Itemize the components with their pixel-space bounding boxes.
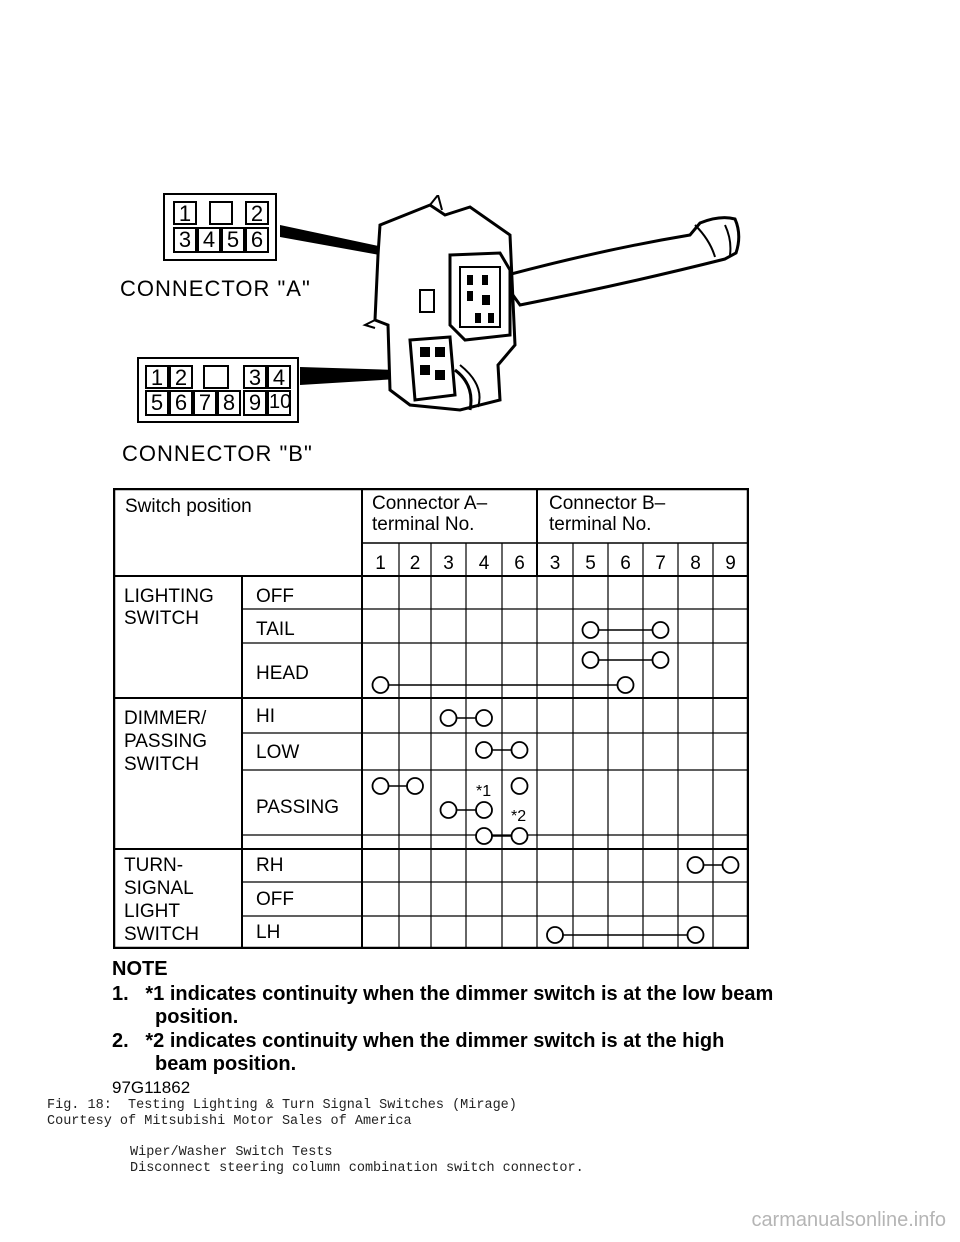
position-low: LOW xyxy=(256,742,300,763)
connector-a-pin: 1 xyxy=(173,201,197,225)
continuity-terminal xyxy=(512,778,528,794)
position-off: OFF xyxy=(256,586,294,607)
continuity-terminal xyxy=(688,857,704,873)
figure-caption: Fig. 18: Testing Lighting & Turn Signal Switches (Mirage) xyxy=(47,1098,517,1113)
continuity-terminal xyxy=(476,710,492,726)
group-turn-line1: TURN- xyxy=(124,855,184,876)
position-head: HEAD xyxy=(256,663,309,684)
continuity-terminal xyxy=(547,927,563,943)
connector-b-pin: 6 xyxy=(169,390,193,416)
connector-a-pin: 3 xyxy=(173,227,197,253)
continuity-terminal xyxy=(373,778,389,794)
terminal-number: 7 xyxy=(655,553,666,574)
position-tail: TAIL xyxy=(256,619,295,640)
continuity-terminal xyxy=(618,677,634,693)
continuity-terminal xyxy=(476,802,492,818)
header-switch-position: Switch position xyxy=(125,496,252,517)
continuity-terminal xyxy=(583,652,599,668)
position-passing: PASSING xyxy=(256,797,340,818)
terminal-number: 2 xyxy=(409,553,421,574)
terminal-number: 3 xyxy=(443,553,454,574)
terminal-number: 6 xyxy=(620,553,631,574)
terminal-number: 1 xyxy=(375,553,386,574)
connector-b-pin: 7 xyxy=(193,390,217,416)
note-1-line2: position. xyxy=(155,1006,239,1028)
group-turn-line4: SWITCH xyxy=(124,924,199,945)
terminal-number: 4 xyxy=(478,553,490,574)
group-turn-line2: SIGNAL xyxy=(124,878,194,899)
watermark-text: carmanualsonline.info xyxy=(751,1209,946,1231)
connector-a-pin: 5 xyxy=(221,227,245,253)
connector-b-pin: 3 xyxy=(243,365,267,389)
header-connector-a: Connector A– xyxy=(372,493,488,514)
mark-star-2: *2 xyxy=(511,808,527,825)
continuity-terminal xyxy=(441,710,457,726)
position-lh: LH xyxy=(256,922,281,943)
terminal-number: 3 xyxy=(549,553,561,574)
connector-a-label: CONNECTOR "A" xyxy=(120,276,311,301)
connector-b-pin: 4 xyxy=(267,365,291,389)
group-lighting-line2: SWITCH xyxy=(124,608,199,629)
terminal-number: 6 xyxy=(514,553,525,574)
group-dimmer-line3: SWITCH xyxy=(124,754,199,775)
note-2-line1: 2. *2 indicates continuity when the dimmer switch is at the high xyxy=(112,1030,725,1052)
connector-b-pin: 9 xyxy=(243,390,267,416)
group-dimmer-line2: PASSING xyxy=(124,731,208,752)
connector-a-pin: 2 xyxy=(245,201,269,225)
terminal-number: 5 xyxy=(585,553,596,574)
continuity-terminal xyxy=(583,622,599,638)
continuity-terminal xyxy=(723,857,739,873)
continuity-terminal xyxy=(476,742,492,758)
continuity-terminal xyxy=(441,802,457,818)
mark-star-1: *1 xyxy=(476,783,492,800)
header-connector-a-sub: terminal No. xyxy=(372,514,475,535)
connector-a-key xyxy=(209,201,233,225)
figure-courtesy: Courtesy of Mitsubishi Motor Sales of America xyxy=(47,1114,412,1129)
position-rh: RH xyxy=(256,855,284,876)
continuity-terminal xyxy=(512,828,528,844)
group-turn-line3: LIGHT xyxy=(124,901,180,922)
connector-b-key xyxy=(203,365,229,389)
position-hi: HI xyxy=(256,706,275,727)
header-connector-b-sub: terminal No. xyxy=(549,514,652,535)
group-dimmer-line1: DIMMER/ xyxy=(124,708,207,729)
continuity-terminal xyxy=(653,652,669,668)
note-1-line1: 1. *1 indicates continuity when the dimmer switch is at the low beam xyxy=(112,983,774,1005)
continuity-terminal xyxy=(653,622,669,638)
connector-b-pin: 5 xyxy=(145,390,169,416)
connector-b-pin: 1 xyxy=(145,365,169,389)
connector-b-pin: 8 xyxy=(217,390,241,416)
continuity-terminal xyxy=(688,927,704,943)
connector-b-pin: 2 xyxy=(169,365,193,389)
section-text: Disconnect steering column combination switch connector. xyxy=(130,1161,584,1176)
switch-continuity-table xyxy=(113,488,749,949)
connector-a-pin: 6 xyxy=(245,227,269,253)
figure-id: 97G11862 xyxy=(112,1078,191,1097)
connector-b-pin: 10 xyxy=(267,390,291,416)
continuity-terminal xyxy=(407,778,423,794)
terminal-number: 9 xyxy=(725,553,736,574)
note-2-line2: beam position. xyxy=(155,1053,297,1075)
continuity-terminal xyxy=(476,828,492,844)
terminal-number: 8 xyxy=(690,553,701,574)
section-title: Wiper/Washer Switch Tests xyxy=(130,1145,333,1160)
combination-switch-illustration xyxy=(270,195,780,425)
continuity-terminal xyxy=(512,742,528,758)
connector-b-label: CONNECTOR "B" xyxy=(122,441,313,466)
group-lighting-line1: LIGHTING xyxy=(124,586,214,607)
header-connector-b: Connector B– xyxy=(549,493,666,514)
connector-a-pin: 4 xyxy=(197,227,221,253)
position-off-turn: OFF xyxy=(256,889,294,910)
connector-a-diagram xyxy=(163,193,277,261)
continuity-terminal xyxy=(373,677,389,693)
note-title: NOTE xyxy=(112,958,168,980)
